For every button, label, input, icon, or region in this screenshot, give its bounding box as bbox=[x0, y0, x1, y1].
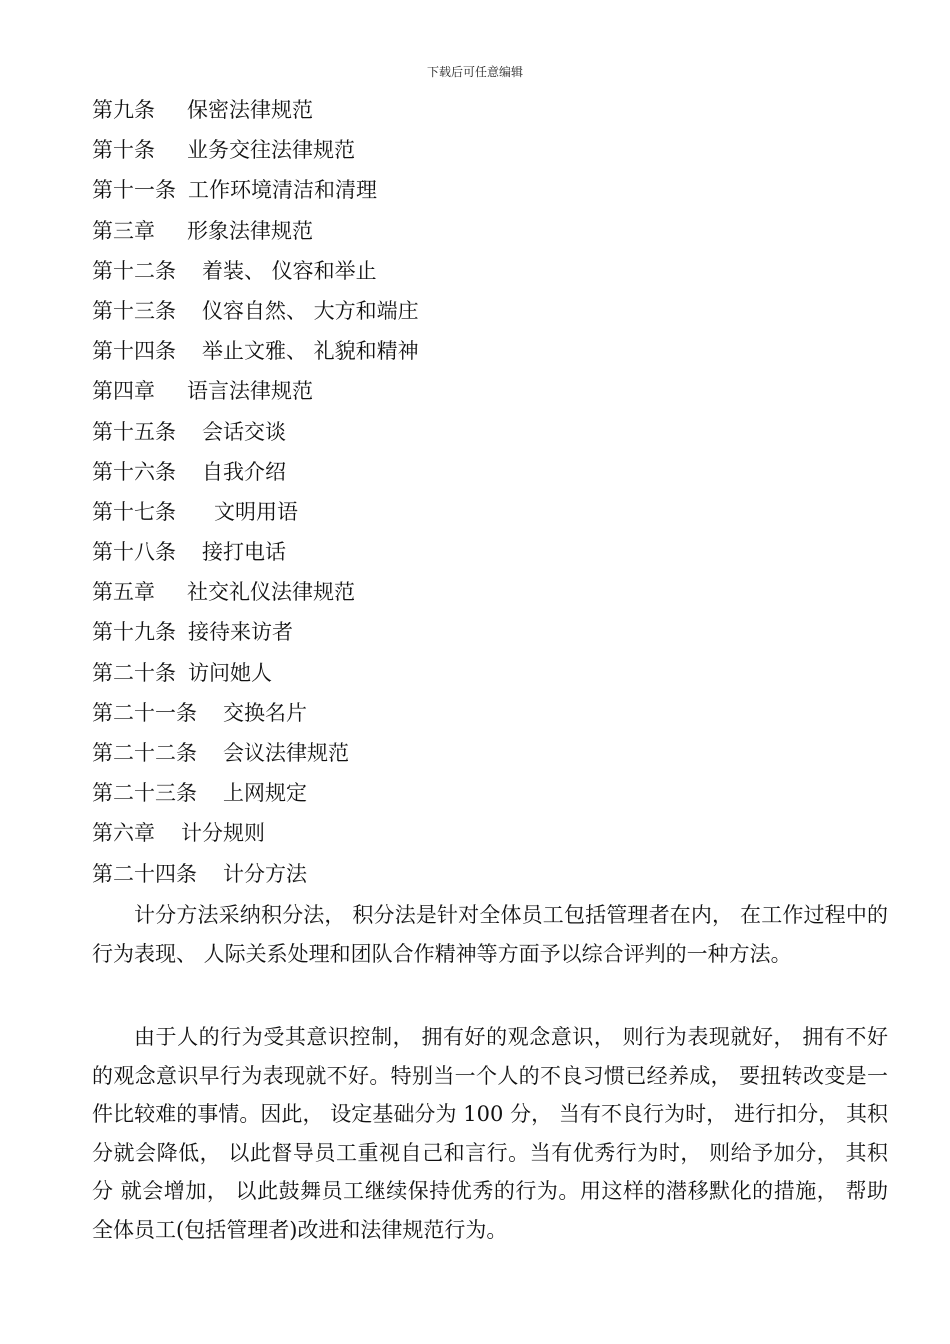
toc-line bbox=[92, 371, 892, 411]
toc-number: 第十五条 bbox=[92, 419, 176, 444]
toc-line bbox=[92, 90, 892, 130]
toc-title: 自我介绍 bbox=[202, 459, 286, 484]
toc-number: 第四章 bbox=[92, 379, 155, 404]
toc-number: 第十九条 bbox=[92, 620, 176, 645]
toc-number: 第二十一条 bbox=[92, 700, 197, 725]
toc-line bbox=[92, 170, 892, 210]
toc-line bbox=[92, 693, 892, 733]
toc-number: 第十七条 bbox=[92, 499, 176, 524]
body-paragraph-1 bbox=[92, 896, 888, 973]
toc-title: 举止文雅、 礼貌和精神 bbox=[202, 339, 419, 364]
toc-line bbox=[92, 211, 892, 251]
body-paragraph-2 bbox=[92, 1018, 888, 1249]
toc-number: 第五章 bbox=[92, 580, 155, 605]
toc-number: 第六章 bbox=[92, 821, 155, 846]
toc-number: 第十八条 bbox=[92, 540, 176, 565]
toc-title: 会话交谈 bbox=[202, 419, 286, 444]
toc-number: 第二十四条 bbox=[92, 861, 197, 886]
toc-line bbox=[92, 130, 892, 170]
toc-title: 着装、 仪容和举止 bbox=[202, 258, 377, 283]
toc-title: 接打电话 bbox=[202, 540, 286, 565]
toc-line bbox=[92, 452, 892, 492]
toc-line bbox=[92, 412, 892, 452]
toc-title: 上网规定 bbox=[223, 781, 307, 806]
toc-line bbox=[92, 854, 892, 894]
toc-line bbox=[92, 291, 892, 331]
toc-number: 第九条 bbox=[92, 98, 155, 122]
toc-title: 文明用语 bbox=[214, 499, 298, 524]
toc-title: 形象法律规范 bbox=[187, 218, 313, 243]
toc-line bbox=[92, 492, 892, 532]
toc-title: 计分方法 bbox=[223, 861, 307, 886]
toc-title: 仪容自然、 大方和端庄 bbox=[202, 298, 419, 323]
table-of-contents bbox=[92, 90, 892, 894]
toc-title: 接待来访者 bbox=[188, 620, 293, 645]
toc-line bbox=[92, 331, 892, 371]
toc-number: 第十三条 bbox=[92, 298, 176, 323]
toc-title: 社交礼仪法律规范 bbox=[187, 580, 355, 605]
toc-line bbox=[92, 773, 892, 813]
toc-line bbox=[92, 813, 892, 853]
paragraph-text: 由于人的行为受其意识控制， 拥有好的观念意识， 则行为表现就好， 拥有不好的观念意识早行为表现就不好。特别当一个人的不良习惯已经养成， 要扭转改变是一件比较难的事情。因此， 设定基础分为 100 分， 当有不良行为时， 进行扣分， 其积分就会降低， 以此督导员工重视自己和言行。当有优秀行为时， 则给予加分， 其积分 就会增加， 以此鼓舞员工继续保持优秀的行为。用这样的潜移默化的措施， 帮助全体员工(包括管理者)改进和法律规范行为。 bbox=[92, 1025, 888, 1242]
toc-number: 第十条 bbox=[92, 138, 155, 163]
toc-number: 第十四条 bbox=[92, 339, 176, 364]
toc-line bbox=[92, 612, 892, 652]
toc-number: 第二十条 bbox=[92, 660, 176, 685]
toc-number: 第十二条 bbox=[92, 258, 176, 283]
toc-title: 交换名片 bbox=[223, 700, 307, 725]
toc-number: 第十六条 bbox=[92, 459, 176, 484]
toc-line bbox=[92, 251, 892, 291]
toc-title: 业务交往法律规范 bbox=[187, 138, 355, 163]
toc-number: 第二十三条 bbox=[92, 781, 197, 806]
toc-line bbox=[92, 653, 892, 693]
toc-title: 会议法律规范 bbox=[223, 741, 349, 765]
toc-number: 第十一条 bbox=[92, 178, 176, 203]
toc-line bbox=[92, 733, 892, 773]
toc-number: 第二十二条 bbox=[92, 741, 197, 765]
paragraph-text: 计分方法采纳积分法， 积分法是针对全体员工包括管理者在内， 在工作过程中的行为表现、 人际关系处理和团队合作精神等方面予以综合评判的一种方法。 bbox=[92, 903, 888, 966]
page-header: 下载后可任意编辑 bbox=[426, 65, 523, 79]
toc-title: 保密法律规范 bbox=[187, 98, 313, 122]
toc-number: 第三章 bbox=[92, 218, 155, 243]
toc-title: 计分规则 bbox=[181, 821, 265, 846]
toc-title: 工作环境清洁和清理 bbox=[188, 178, 377, 203]
toc-line bbox=[92, 532, 892, 572]
toc-title: 语言法律规范 bbox=[187, 379, 313, 404]
toc-title: 访问她人 bbox=[188, 660, 272, 685]
toc-line bbox=[92, 572, 892, 612]
